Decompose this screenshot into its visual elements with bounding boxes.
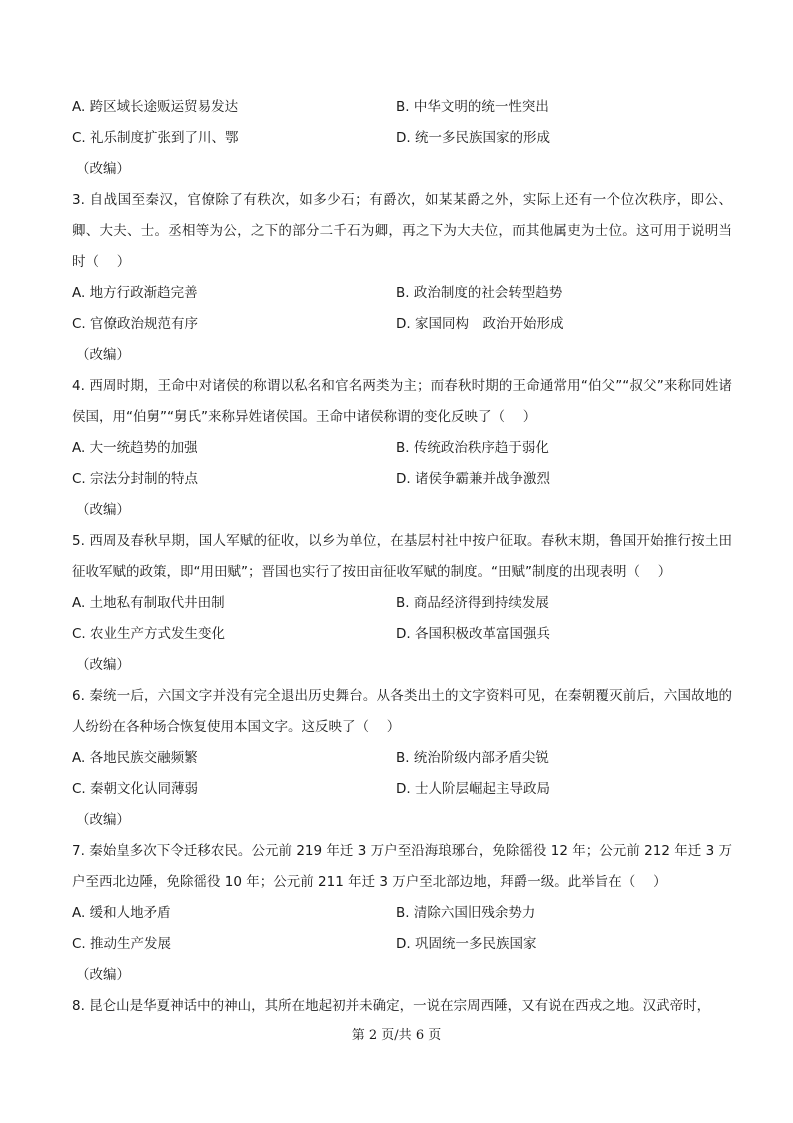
page-content [72,92,732,1022]
q6-options [72,743,732,805]
page-footer: 第 2 页/共 6 页 [351,1028,442,1043]
q4-option-a: A. 大一统趋势的加强 [72,440,198,456]
q5-stem: 5. 西周及春秋早期，国人军赋的征收，以乡为单位，在基层村社中按户征取。春秋末期，鲁国开始推行按土田征收军赋的政策，即“用田赋”；晋国也实行了按田亩征收军赋的制度。“田赋”制度的出现表明（ ） [72,533,732,580]
q2-source: （改编） [76,161,130,177]
q3-options [72,278,732,340]
q4-option-c: C. 宗法分封制的特点 [72,471,199,487]
q8-stem: 8. 昆仑山是华夏神话中的神山，其所在地起初并未确定，一说在宗周西陲，又有说在西戎之地。汉武帝时， [72,998,711,1014]
q5-options [72,588,732,650]
q4-source: （改编） [76,502,130,518]
q4-option-b: B. 传统政治秩序趋于弱化 [396,440,549,456]
q7-option-a: A. 缓和人地矛盾 [72,905,171,921]
q7-option-b: B. 清除六国旧残余势力 [396,905,536,921]
q6-option-d: D. 士人阶层崛起主导政局 [396,781,550,797]
q5-source: （改编） [76,657,130,673]
q2-option-b: B. 中华文明的统一性突出 [396,99,549,115]
q7-stem: 7. 秦始皇多次下令迁移农民。公元前 219 年迁 3 万户至沿海琅琊台，免除徭役 12 年；公元前 212 年迁 3 万户至西北边陲，免除徭役 10 年；公元前 211 年迁 3 万户至北部边地，拜爵一级。此举旨在（ ） [72,843,732,890]
q4-stem: 4. 西周时期，王命中对诸侯的称谓以私名和官名两类为主；而春秋时期的王命通常用“伯父”“叔父”来称同姓诸侯国，用“伯舅”“舅氏”来称异姓诸侯国。王命中诸侯称谓的变化反映了（ ） [72,378,732,425]
q5-option-c: C. 农业生产方式发生变化 [72,626,226,642]
q3-option-a: A. 地方行政渐趋完善 [72,285,198,301]
q7-option-c: C. 推动生产发展 [72,936,172,952]
q2-option-d: D. 统一多民族国家的形成 [396,130,550,146]
q2-option-c: C. 礼乐制度扩张到了川、鄂 [72,130,239,146]
q2-option-a: A. 跨区域长途贩运贸易发达 [72,99,239,115]
q4-option-d: D. 诸侯争霸兼并战争激烈 [396,471,550,487]
q3-option-b: B. 政治制度的社会转型趋势 [396,285,563,301]
q5-option-b: B. 商品经济得到持续发展 [396,595,549,611]
q7-option-d: D. 巩固统一多民族国家 [396,936,537,952]
q6-source: （改编） [76,812,130,828]
q2-options [72,92,732,154]
q6-option-a: A. 各地民族交融频繁 [72,750,198,766]
q3-source: （改编） [76,347,130,363]
q3-option-d: D. 家国同构 政治开始形成 [396,316,564,332]
q3-stem: 3. 自战国至秦汉，官僚除了有秩次，如多少石；有爵次，如某某爵之外，实际上还有一个位次秩序，即公、卿、大夫、士。丞相等为公，之下的部分二千石为卿，再之下为大夫位，而其他属吏为士位。这可用于说明当时（ ） [72,192,732,270]
q3-option-c: C. 官僚政治规范有序 [72,316,199,332]
q7-options [72,898,732,960]
q6-option-b: B. 统治阶级内部矛盾尖锐 [396,750,549,766]
q5-option-d: D. 各国积极改革富国强兵 [396,626,550,642]
q6-option-c: C. 秦朝文化认同薄弱 [72,781,199,797]
q5-option-a: A. 土地私有制取代井田制 [72,595,225,611]
q6-stem: 6. 秦统一后，六国文字并没有完全退出历史舞台。从各类出土的文字资料可见，在秦朝覆灭前后，六国故地的人纷纷在各种场合恢复使用本国文字。这反映了（ ） [72,688,732,735]
q4-options [72,433,732,495]
q7-source: （改编） [76,967,130,983]
